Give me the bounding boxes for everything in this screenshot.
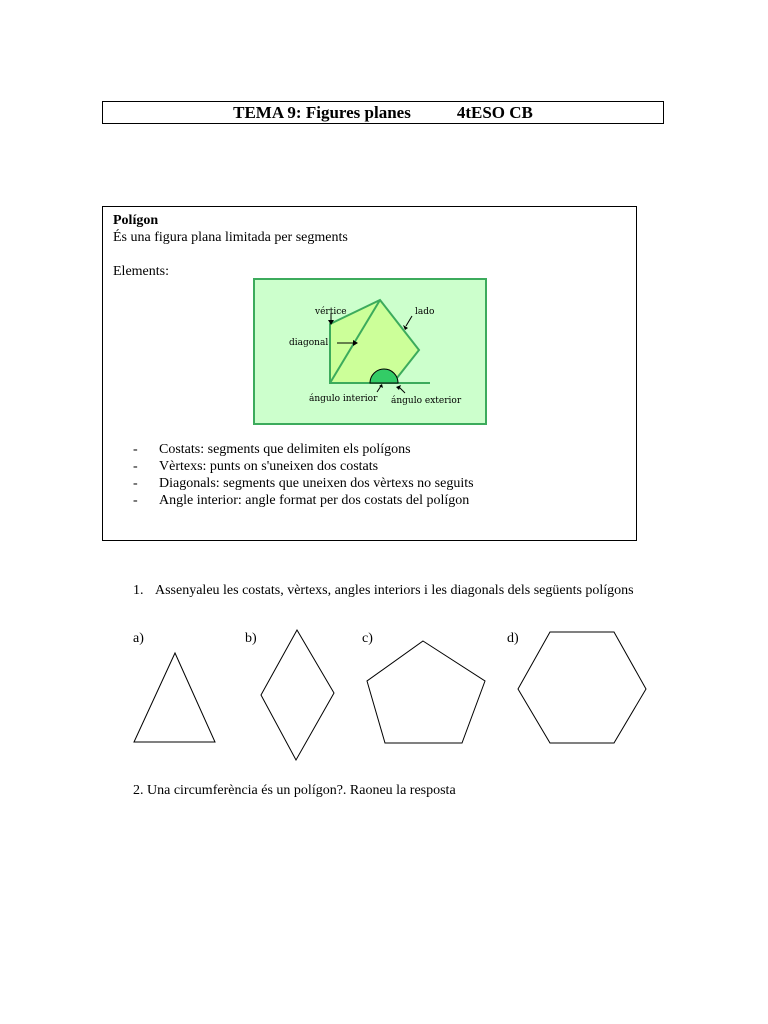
exercise-2: 2. Una circumferència és un polígon?. Raoneu la resposta xyxy=(133,783,456,798)
label-vertex: vértice xyxy=(315,307,347,317)
arrow-interior-angle xyxy=(377,386,381,392)
label-exterior-angle: ángulo exterior xyxy=(391,396,462,406)
list-item: - Costats: segments que delimiten els polígons xyxy=(133,442,411,457)
exercise-1-number: 1. xyxy=(133,583,144,598)
header-subject: 4tESO CB xyxy=(456,102,533,122)
polygon-elements-figure xyxy=(253,278,487,425)
elements-list xyxy=(133,441,474,509)
shape-label-c: c) xyxy=(362,631,373,646)
rhombus-shape xyxy=(255,625,345,765)
list-item: - Vèrtexs: punts on s'uneixen dos costats xyxy=(133,459,379,474)
pentagon-shape xyxy=(360,635,495,750)
hexagon-shape xyxy=(510,625,655,750)
label-side: lado xyxy=(415,307,435,317)
definition-text: És una figura plana limitada per segments xyxy=(113,230,348,245)
definition-box xyxy=(102,206,637,541)
triangle-shape xyxy=(120,640,230,750)
shape-label-b: b) xyxy=(245,631,257,646)
definition-title: Polígon xyxy=(113,213,159,228)
list-item: - Angle interior: angle format per dos costats del polígon xyxy=(133,493,470,508)
elements-label: Elements: xyxy=(113,264,169,279)
header-title: TEMA 9: Figures planes xyxy=(233,102,411,122)
arrow-side xyxy=(406,316,412,326)
shape-label-d: d) xyxy=(507,631,519,646)
label-diagonal: diagonal xyxy=(289,338,329,348)
document-header xyxy=(102,101,664,124)
arrow-exterior-angle xyxy=(399,387,405,393)
exercise-1 xyxy=(133,582,653,599)
arrowhead-exterior xyxy=(396,385,401,390)
shape-label-a: a) xyxy=(133,631,144,646)
label-interior-angle: ángulo interior xyxy=(309,394,378,404)
list-item: - Diagonals: segments que uneixen dos vèrtexs no seguits xyxy=(133,476,474,491)
exercise-1-text: Assenyaleu les costats, vèrtexs, angles interiors i les diagonals dels següents polígons xyxy=(155,583,634,598)
